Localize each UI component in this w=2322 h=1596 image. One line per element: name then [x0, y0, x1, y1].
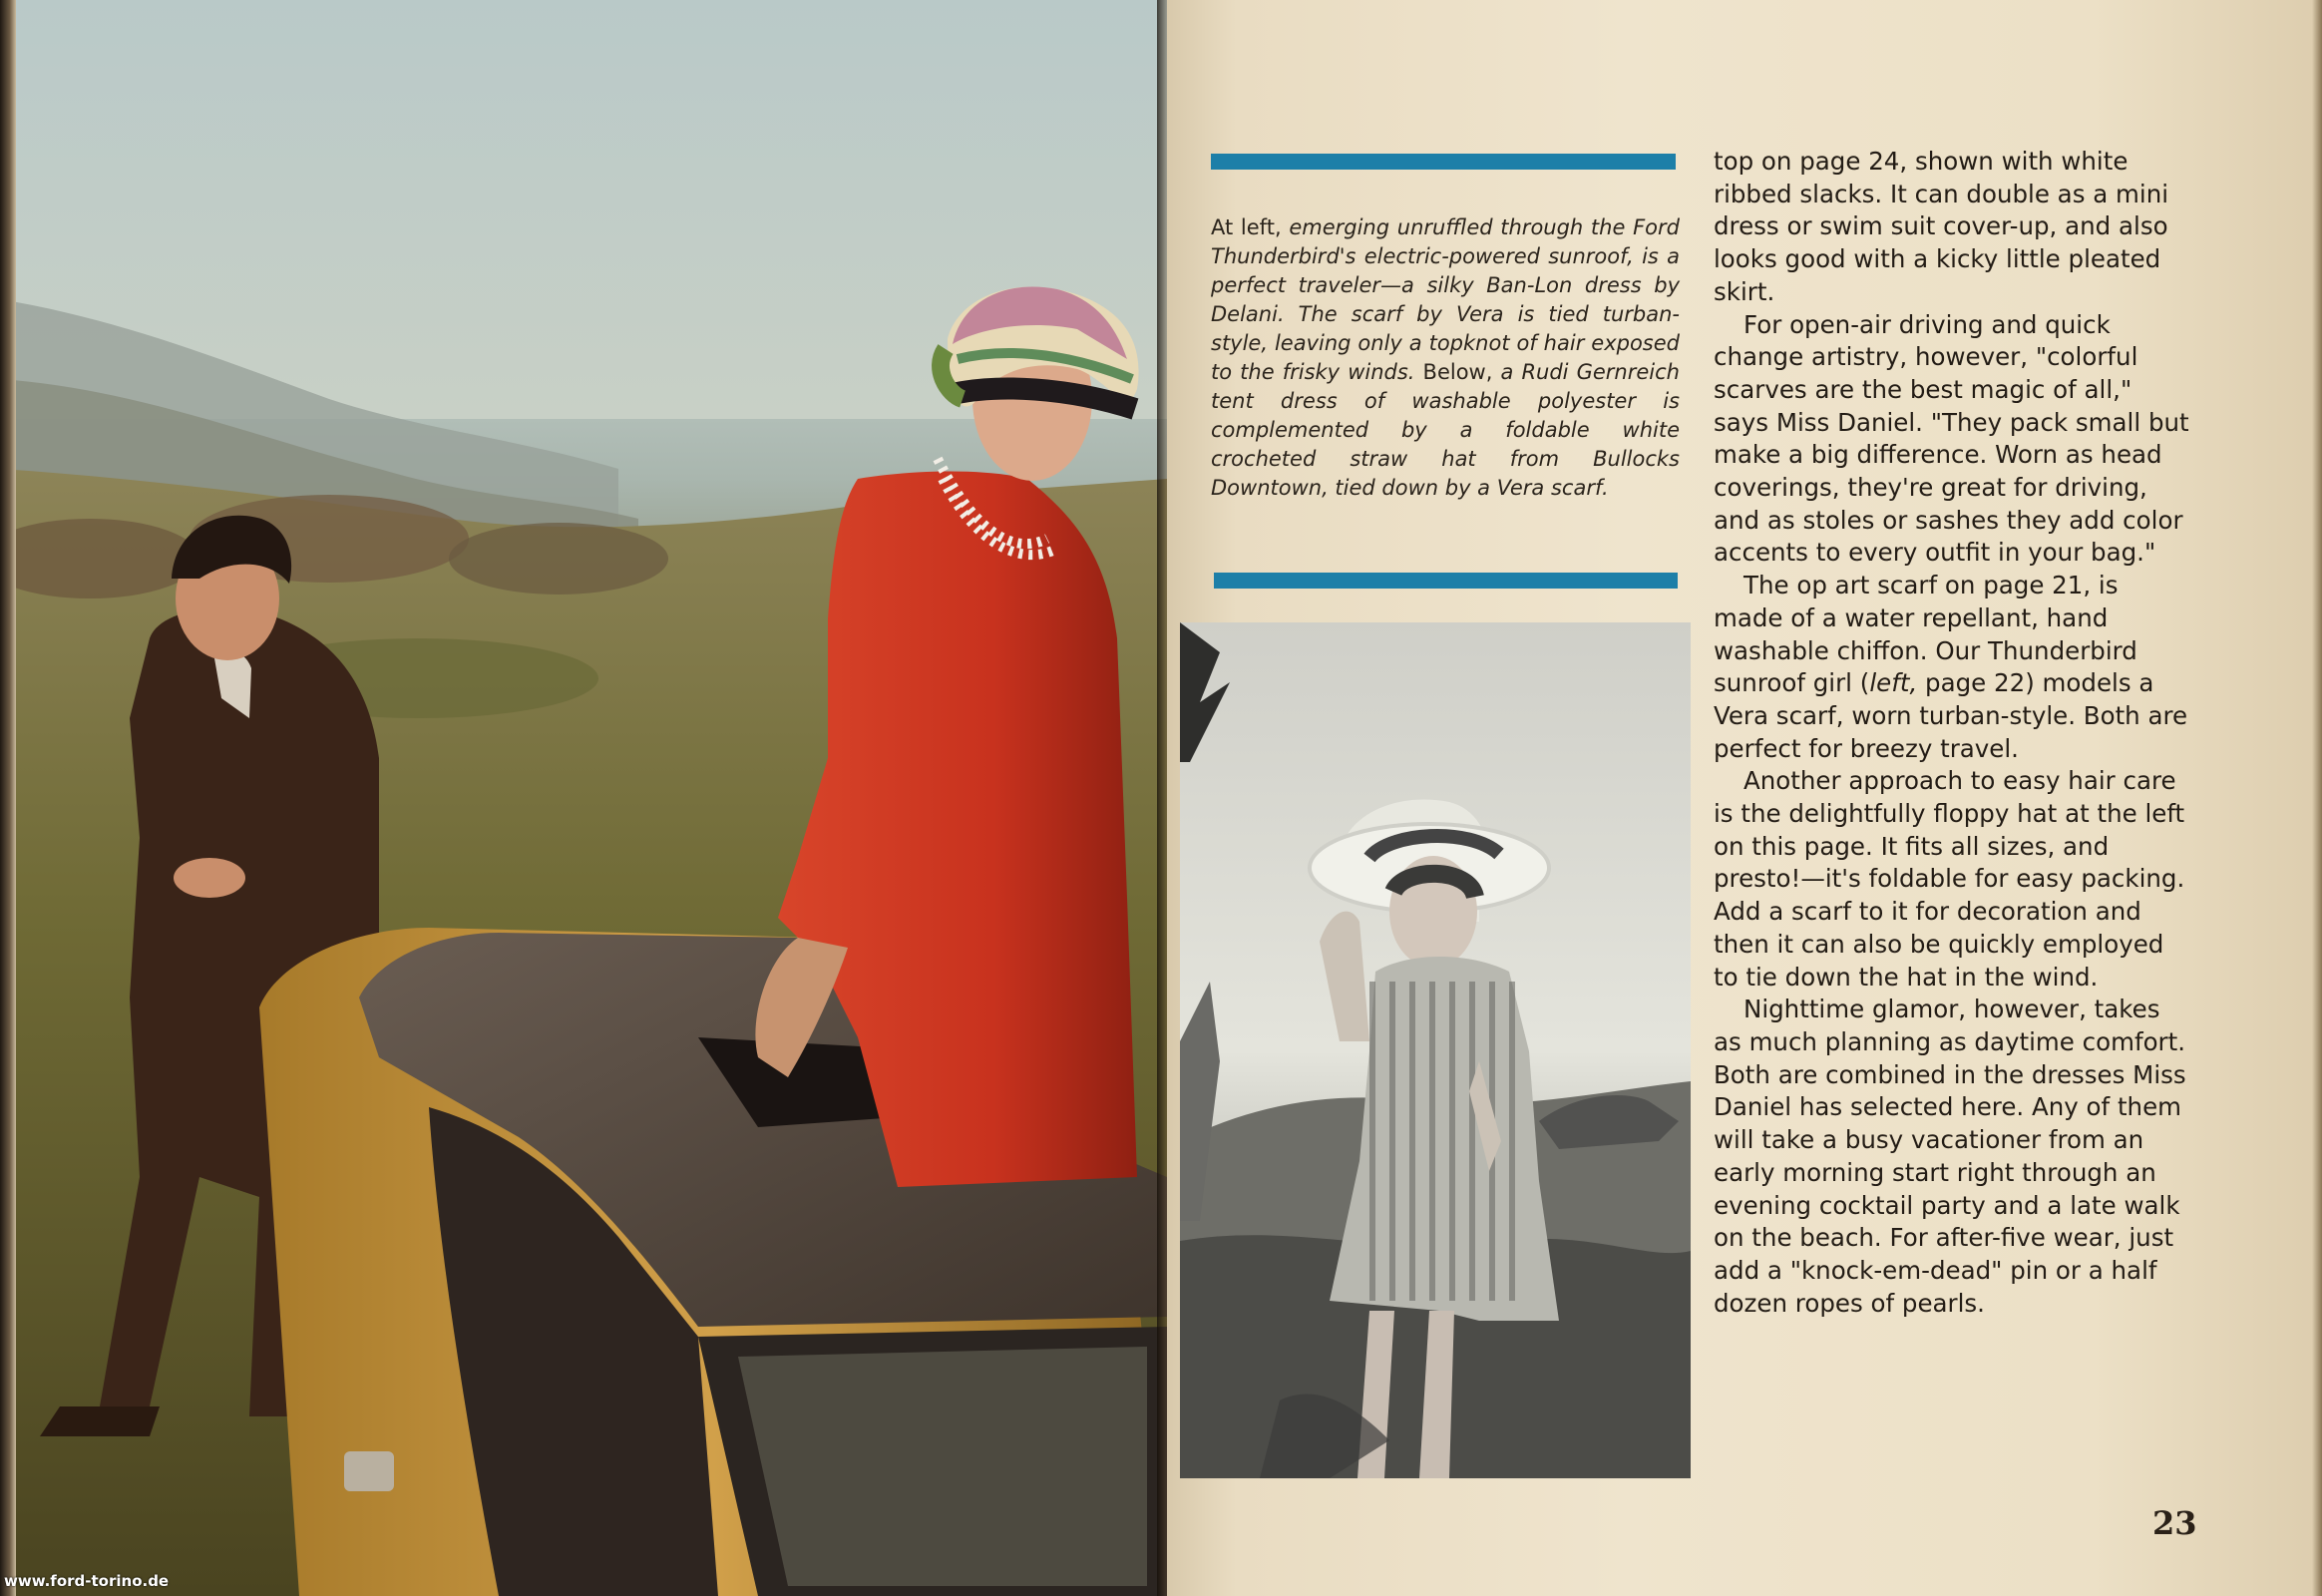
caption-text-2: a Rudi Gernreich tent dress of washable polyester is complemented by a foldable white crocheted straw hat from Bullocks Downtown, tied down by a Vera scarf.	[1211, 360, 1680, 500]
body-paragraph-3-b: left,	[1869, 668, 1918, 698]
page-edge	[0, 0, 16, 1596]
body-paragraph-3-c: page 22) models a Vera scarf, worn turban-style. Both are perfect for breezy travel.	[1714, 668, 2188, 763]
body-paragraph-2: For open-air driving and quick change artistry, however, "colorful scarves are the best magic of all," says Miss Daniel. "They pack small but make a big difference. Worn as head coverings, they're great for driving, and as stoles or sashes they add color accents to every outfit in your bag."	[1714, 309, 2189, 568]
body-paragraph-3-a: The op art scarf on page 21, is made of a water repellant, hand washable chiffon. Our Thunderbird sunroof girl (	[1714, 571, 2137, 698]
caption-lead-1: At left,	[1211, 215, 1290, 239]
caption-text-1: emerging unruffled through the Ford Thunderbird's electric-powered sunroof, is a perfect traveler—a silky Ban-Lon dress by Delani. The scarf by Vera is tied turban-style, leaving only a topknot of hair exposed to the frisky winds.	[1211, 215, 1680, 384]
body-paragraph-3	[1714, 570, 2192, 765]
body-paragraph-5: Nighttime glamor, however, takes as much planning as daytime comfort. Both are combined in the dresses Miss Daniel has selected here. Any of them will take a busy vacationer from an early morning start right through an evening cocktail party and a late walk on the beach. For after-five wear, just add a "knock-em-dead" pin or a half dozen ropes of pearls.	[1714, 995, 2186, 1318]
bw-photo-floppy-hat	[1180, 622, 1691, 1478]
caption-rule-top	[1211, 154, 1676, 170]
photo-caption	[1211, 213, 1680, 503]
article-body	[1714, 146, 2192, 1320]
body-paragraph-4: Another approach to easy hair care is the delightfully floppy hat at the left on this page. It fits all sizes, and presto!—it's foldable for easy packing. Add a scarf to it for decoration and then it can also be quickly employed to tie down the hat in the wind.	[1714, 766, 2185, 992]
page-number: 23	[2152, 1504, 2197, 1542]
body-paragraph-1: top on page 24, shown with white ribbed slacks. It can double as a mini dress or swim suit cover-up, and also looks good with a kicky little pleated skirt.	[1714, 147, 2169, 306]
bw-photo-image	[1180, 622, 1691, 1478]
watermark: www.ford-torino.de	[4, 1572, 170, 1590]
caption-paragraph	[1211, 213, 1680, 503]
caption-lead-2: Below,	[1422, 360, 1501, 384]
caption-rule-bottom	[1214, 573, 1678, 589]
page-edge	[2312, 0, 2322, 1596]
